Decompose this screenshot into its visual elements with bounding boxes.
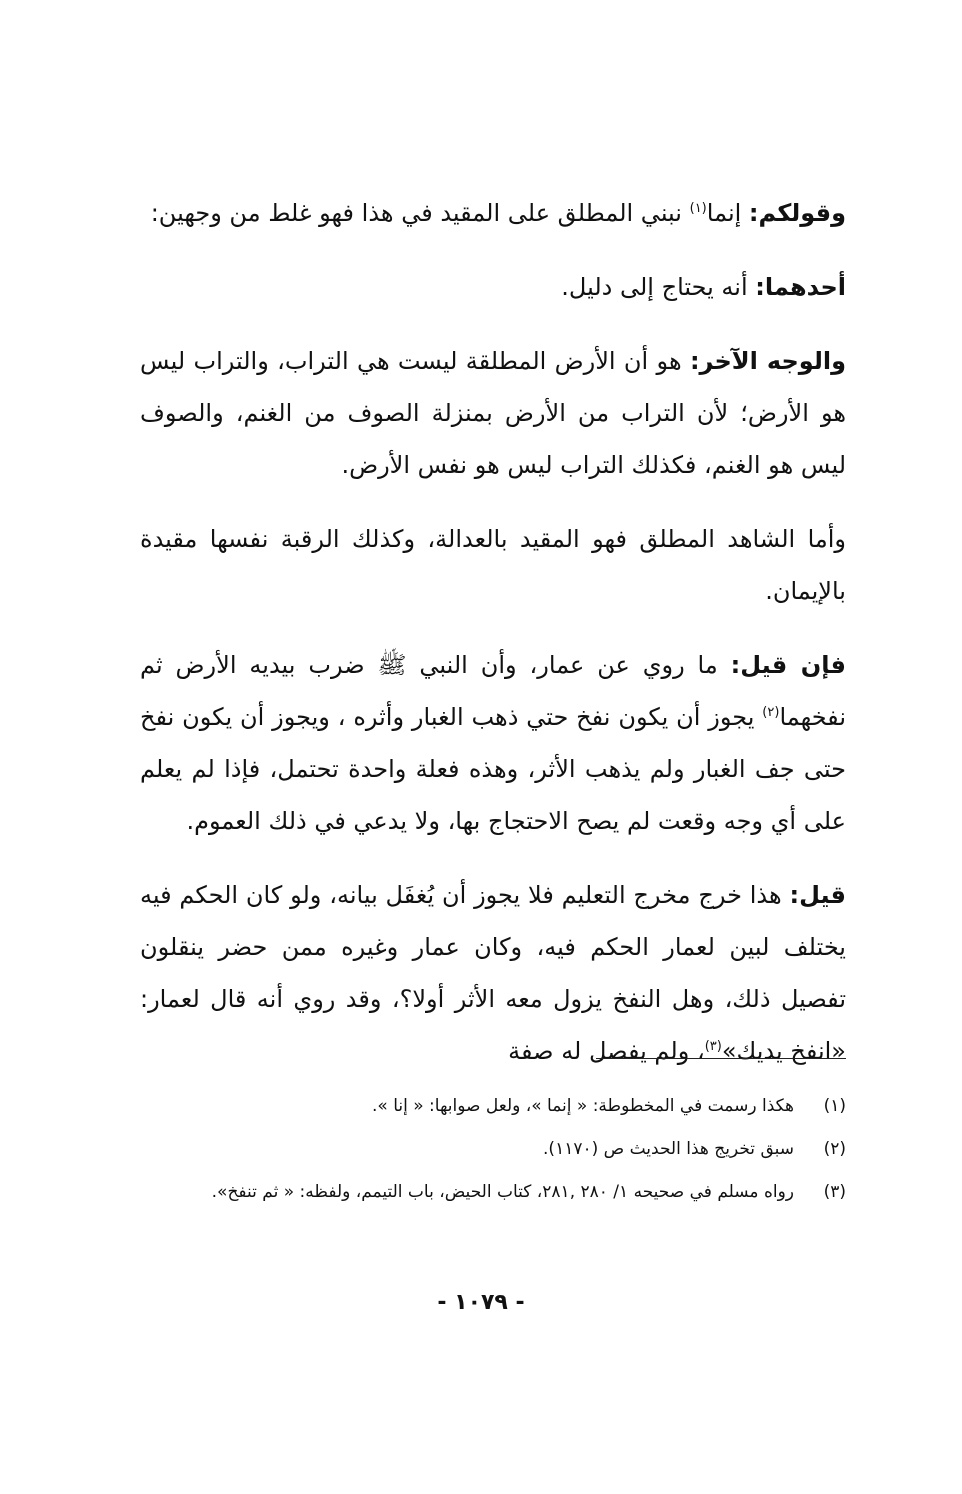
footnote-number: (٢) <box>823 1139 846 1159</box>
footnote-3 <box>140 1176 846 1209</box>
paragraph-1 <box>140 187 846 239</box>
footnote-text: سبق تخريج هذا الحديث ص (١١٧٠). <box>543 1139 794 1159</box>
paragraph-lead: والوجه الآخر: <box>689 347 846 375</box>
footnote-ref-3: (٣) <box>704 1039 722 1054</box>
paragraph-lead: فإن قيل: <box>730 651 846 679</box>
paragraph-text: إنما <box>706 199 749 227</box>
footnote-number: (٣) <box>823 1182 846 1202</box>
footnote-text: هكذا رسمت في المخطوطة: « إنما »، ولعل صوابها: « إنا ». <box>372 1096 794 1116</box>
paragraph-2 <box>140 261 846 313</box>
paragraph-text: هو أن الأرض المطلقة ليست هي التراب، والتراب ليس هو الأرض؛ لأن التراب من الأرض بمنزلة الصوف من الغنم، والصوف ليس هو الغنم، فكذلك التراب ليس هو نفس الأرض. <box>140 347 846 479</box>
paragraph-lead: وقولكم: <box>748 199 846 227</box>
paragraph-6 <box>140 869 846 1077</box>
paragraph-text: أنه يحتاج إلى دليل. <box>561 273 756 301</box>
footnote-separator <box>596 1058 846 1059</box>
footnote-text: رواه مسلم في صحيحه ١/ ٢٨٠ ,٢٨١، كتاب الحيض، باب التيمم، ولفظه: « ثم تنفخ». <box>211 1182 794 1202</box>
paragraph-text: وأما الشاهد المطلق فهو المقيد بالعدالة، وكذلك الرقبة نفسها مقيدة بالإيمان. <box>140 525 846 605</box>
paragraph-5 <box>140 639 846 847</box>
paragraph-text-continued: ، ولم يفصل له صفة <box>508 1037 705 1065</box>
page-number: - ١٠٧٩ - <box>437 1290 525 1315</box>
footnotes <box>140 1090 846 1219</box>
footnote-2 <box>140 1133 846 1166</box>
paragraph-4 <box>140 513 846 617</box>
main-text <box>140 187 846 1099</box>
paragraph-text-continued: يجوز أن يكون نفخ حتي ذهب الغبار وأثره ، ويجوز أن يكون نفخ حتى جف الغبار ولم يذهب الأثر، وهذه فعلة واحدة تحتمل، فإذا لم يعلم على أي وجه وقعت لم يصح الاحتجاج بها، ولا يدعي في ذلك العموم. <box>140 703 846 835</box>
paragraph-lead: أحدهما: <box>755 273 846 301</box>
footnote-ref-1: (١) <box>689 201 707 216</box>
paragraph-text: هذا خرج مخرج التعليم فلا يجوز أن يُغفَل بيانه، ولو كان الحكم فيه يختلف لبين لعمار الحكم فيه، وكان عمار وغيره ممن حضر ينقلون تفصيل ذلك، وهل النفخ يزول معه الأثر أولا؟، وقد روي أنه قال لعمار: «انفخ يديك» <box>140 881 846 1065</box>
paragraph-text: ما روي عن عمار، وأن النبي ﷺ ضرب بيديه الأرض ثم نفخهما <box>140 651 846 731</box>
paragraph-lead: قيل: <box>789 881 846 909</box>
paragraph-text-continued: نبني المطلق على المقيد في هذا فهو غلط من وجهين: <box>150 199 690 227</box>
paragraph-3 <box>140 335 846 491</box>
footnote-ref-2: (٢) <box>762 705 780 720</box>
footnote-1 <box>140 1090 846 1123</box>
footnote-number: (١) <box>823 1096 846 1116</box>
